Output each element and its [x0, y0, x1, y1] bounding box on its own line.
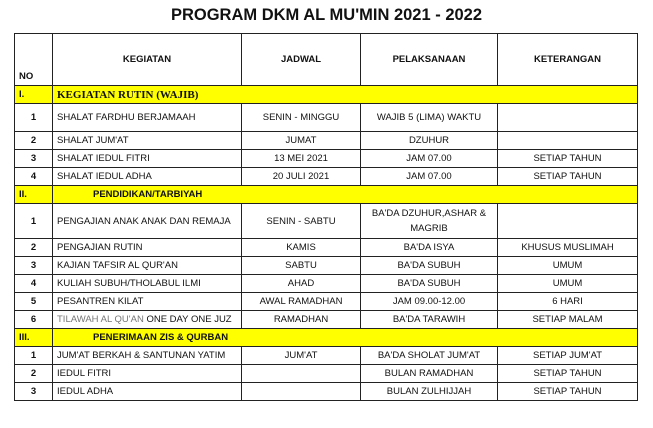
jadwal-cell: JUM'AT — [242, 347, 361, 365]
kegiatan-cell: KULIAH SUBUH/THOLABUL ILMI — [53, 275, 242, 293]
jadwal-cell: SENIN - SABTU — [242, 204, 361, 239]
program-table — [14, 33, 638, 401]
kegiatan-cell: KAJIAN TAFSIR AL QUR'AN — [53, 257, 242, 275]
row-number: 1 — [15, 347, 53, 365]
pelaksanaan-cell: BULAN ZULHIJJAH — [361, 383, 498, 401]
kegiatan-cell: PENGAJIAN RUTIN — [53, 239, 242, 257]
keterangan-cell: SETIAP MALAM — [498, 311, 638, 329]
jadwal-cell: RAMADHAN — [242, 311, 361, 329]
keterangan-cell: UMUM — [498, 275, 638, 293]
page-title: PROGRAM DKM AL MU'MIN 2021 - 2022 — [170, 6, 483, 24]
section-row — [15, 329, 638, 347]
pelaksanaan-cell: BA'DA DZUHUR,ASHAR & MAGRIB — [361, 204, 498, 239]
section-row — [15, 186, 638, 204]
header-no: NO — [15, 34, 53, 86]
section-title: PENERIMAAN ZIS & QURBAN — [53, 329, 638, 347]
section-title: KEGIATAN RUTIN (WAJIB) — [53, 86, 638, 104]
keterangan-cell — [498, 204, 638, 239]
header-pelaksanaan: PELAKSANAAN — [361, 34, 498, 86]
jadwal-cell: SABTU — [242, 257, 361, 275]
row-number: 3 — [15, 150, 53, 168]
section-row — [15, 86, 638, 104]
kegiatan-cell: SHALAT IEDUL FITRI — [53, 150, 242, 168]
kegiatan-cell: SHALAT FARDHU BERJAMAAH — [53, 104, 242, 132]
table-row — [15, 347, 638, 365]
keterangan-cell: SETIAP TAHUN — [498, 365, 638, 383]
row-number: 2 — [15, 365, 53, 383]
section-number: III. — [15, 329, 53, 347]
pelaksanaan-cell: BULAN RAMADHAN — [361, 365, 498, 383]
table-row — [15, 104, 638, 132]
header-jadwal: JADWAL — [242, 34, 361, 86]
kegiatan-part: TILAWAH AL QU'AN — [57, 314, 144, 325]
table-row — [15, 383, 638, 401]
jadwal-cell — [242, 365, 361, 383]
jadwal-cell: JUMAT — [242, 132, 361, 150]
keterangan-cell: 6 HARI — [498, 293, 638, 311]
pelaksanaan-cell: JAM 07.00 — [361, 150, 498, 168]
pelaksanaan-cell: DZUHUR — [361, 132, 498, 150]
pelaksanaan-cell: JAM 07.00 — [361, 168, 498, 186]
table-row — [15, 293, 638, 311]
row-number: 4 — [15, 168, 53, 186]
kegiatan-cell — [53, 311, 242, 329]
table-row — [15, 239, 638, 257]
pelaksanaan-cell: BA'DA TARAWIH — [361, 311, 498, 329]
row-number: 3 — [15, 383, 53, 401]
header-row — [15, 34, 638, 86]
pelaksanaan-cell: JAM 09.00-12.00 — [361, 293, 498, 311]
pelaksanaan-cell: WAJIB 5 (LIMA) WAKTU — [361, 104, 498, 132]
pelaksanaan-cell: BA'DA SUBUH — [361, 275, 498, 293]
jadwal-cell: 13 MEI 2021 — [242, 150, 361, 168]
jadwal-cell: SENIN - MINGGU — [242, 104, 361, 132]
row-number: 4 — [15, 275, 53, 293]
pelaksanaan-cell: BA'DA SHOLAT JUM'AT — [361, 347, 498, 365]
jadwal-cell: AHAD — [242, 275, 361, 293]
jadwal-cell: KAMIS — [242, 239, 361, 257]
table-row — [15, 275, 638, 293]
kegiatan-cell: PENGAJIAN ANAK ANAK DAN REMAJA — [53, 204, 242, 239]
keterangan-cell: SETIAP TAHUN — [498, 383, 638, 401]
header-kegiatan: KEGIATAN — [53, 34, 242, 86]
row-number: 2 — [15, 132, 53, 150]
kegiatan-cell: IEDUL ADHA — [53, 383, 242, 401]
jadwal-cell — [242, 383, 361, 401]
table-row — [15, 132, 638, 150]
table-row — [15, 150, 638, 168]
row-number: 5 — [15, 293, 53, 311]
table-row — [15, 311, 638, 329]
kegiatan-cell: PESANTREN KILAT — [53, 293, 242, 311]
keterangan-cell: SETIAP TAHUN — [498, 168, 638, 186]
kegiatan-cell: SHALAT JUM'AT — [53, 132, 242, 150]
pelaksanaan-cell: BA'DA ISYA — [361, 239, 498, 257]
row-number: 3 — [15, 257, 53, 275]
keterangan-cell — [498, 132, 638, 150]
jadwal-cell: AWAL RAMADHAN — [242, 293, 361, 311]
table-row — [15, 168, 638, 186]
jadwal-cell: 20 JULI 2021 — [242, 168, 361, 186]
keterangan-cell: SETIAP JUM'AT — [498, 347, 638, 365]
row-number: 1 — [15, 104, 53, 132]
pelaksanaan-cell: BA'DA SUBUH — [361, 257, 498, 275]
section-number: I. — [15, 86, 53, 104]
row-number: 2 — [15, 239, 53, 257]
keterangan-cell: UMUM — [498, 257, 638, 275]
table-row — [15, 365, 638, 383]
section-title: PENDIDIKAN/TARBIYAH — [53, 186, 638, 204]
keterangan-cell: KHUSUS MUSLIMAH — [498, 239, 638, 257]
kegiatan-cell: SHALAT IEDUL ADHA — [53, 168, 242, 186]
section-number: II. — [15, 186, 53, 204]
header-keterangan: KETERANGAN — [498, 34, 638, 86]
keterangan-cell — [498, 104, 638, 132]
table-row — [15, 204, 638, 239]
keterangan-cell: SETIAP TAHUN — [498, 150, 638, 168]
table-row — [15, 257, 638, 275]
kegiatan-cell: JUM'AT BERKAH & SANTUNAN YATIM — [53, 347, 242, 365]
row-number: 6 — [15, 311, 53, 329]
row-number: 1 — [15, 204, 53, 239]
kegiatan-part: ONE DAY ONE JUZ — [143, 314, 232, 325]
kegiatan-cell: IEDUL FITRI — [53, 365, 242, 383]
